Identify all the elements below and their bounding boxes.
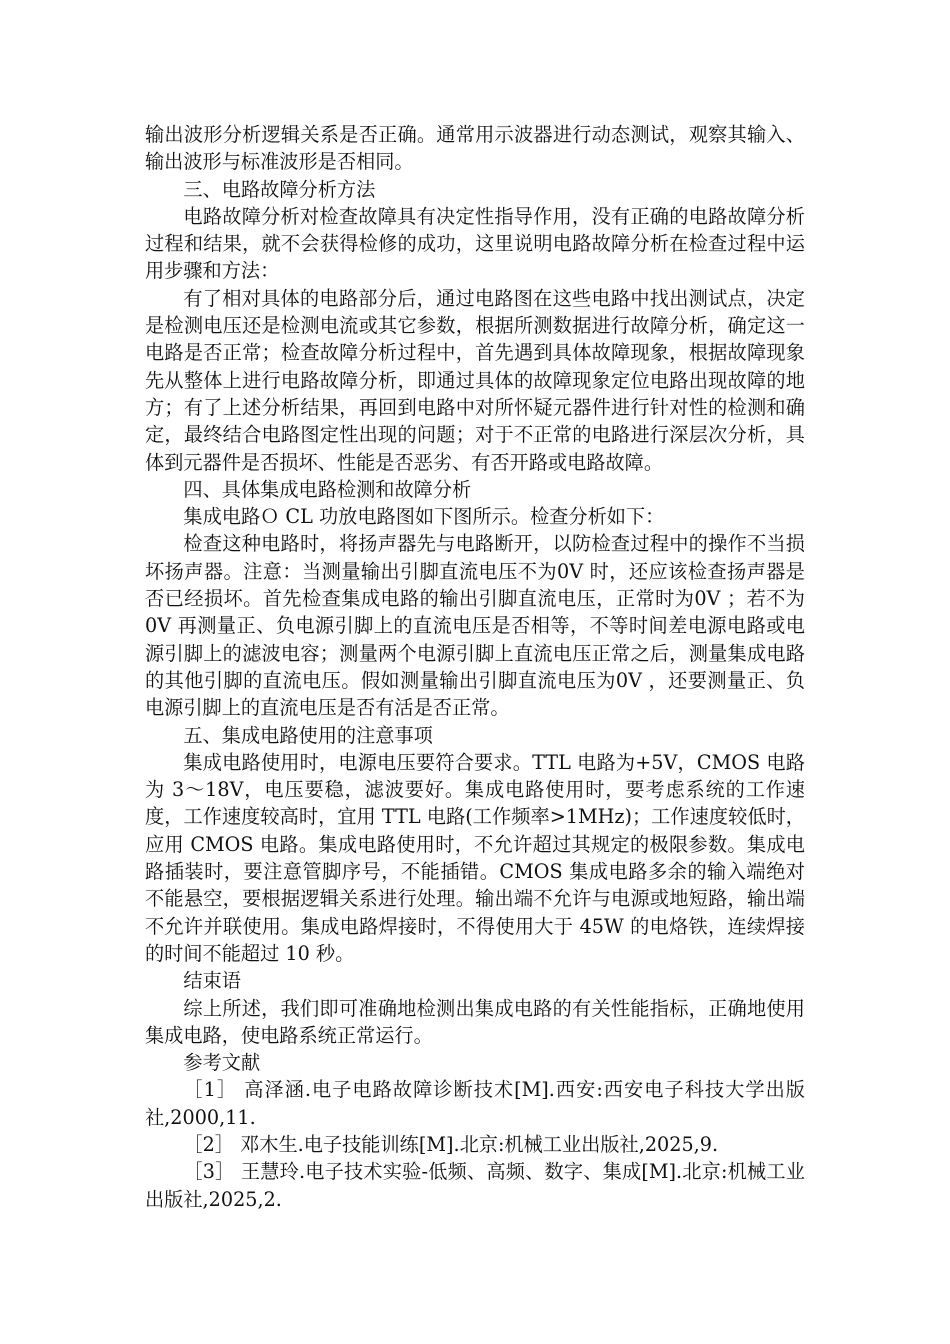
paragraph: 电路故障分析对检查故障具有决定性指导作用，没有正确的电路故障分析过程和结果，就不会获得检修的成功，这里说明电路故障分析在检查过程中运用步骤和方法： [145, 204, 805, 283]
section-heading-conclusion: 结束语 [183, 969, 241, 993]
paragraph-continued: 输出波形分析逻辑关系是否正确。通常用示波器进行动态测试，观察其输入、输出波形与标准波形是否相同。 [145, 123, 805, 174]
paragraph: 集成电路Ｏ CL 功放电路图如下图所示。检查分析如下： [183, 505, 665, 529]
reference-item: ［3］ 王慧玲.电子技术实验-低频、高频、数字、集成[M].北京:机械工业出版社,2025,2. [145, 1160, 805, 1211]
reference-item: ［2］ 邓木生.电子技能训练[M].北京:机械工业出版社,2025,9. [183, 1132, 719, 1156]
paragraph: 有了相对具体的电路部分后，通过电路图在这些电路中找出测试点，决定是检测电压还是检测电流或其它参数，根据所测数据进行故障分析，确定这一电路是否正常；检查故障分析过程中，首先遇到具体故障现象，根据故障现象先从整体上进行电路故障分析，即通过具体的故障现象定位电路出现故障的地方；有了上述分析结果，再回到电路中对所怀疑元器件进行针对性的检测和确定，最终结合电路图定性出现的问题；对于不正常的电路进行深层次分析，具体到元器件是否损坏、性能是否恶劣、有否开路或电路故障。 [145, 286, 805, 474]
section-heading-references: 参考文献 [183, 1051, 261, 1075]
section-heading-ic-detection: 四、具体集成电路检测和故障分析 [183, 477, 472, 501]
paragraph: 检查这种电路时，将扬声器先与电路断开，以防检查过程中的操作不当损坏扬声器。注意：当测量输出引脚直流电压不为0V 时，还应该检查扬声器是否已经损坏。首先检查集成电路的输出引脚直流电压，正常时为0V ；若不为0V 再测量正、负电源引脚上的直流电压是否相等，不等时间差电源电路或电源引脚上的滤波电容；测量两个电源引脚上直流电压正常之后，测量集成电路的其他引脚的直流电压。假如测量输出引脚直流电压为0V ，还要测量正、负电源引脚上的直流电压是否有活是否正常。 [145, 532, 805, 720]
section-heading-fault-analysis: 三、电路故障分析方法 [183, 177, 376, 201]
paragraph: 综上所述，我们即可准确地检测出集成电路的有关性能指标，正确地使用集成电路，使电路系统正常运行。 [145, 996, 805, 1047]
reference-item: ［1］ 高泽涵.电子电路故障诊断技术[M].西安:西安电子科技大学出版社,2000,11. [145, 1078, 805, 1129]
section-heading-usage-notes: 五、集成电路使用的注意事项 [183, 723, 433, 747]
paragraph: 集成电路使用时，电源电压要符合要求。TTL 电路为+5V，CMOS 电路为 3～18V，电压要稳，滤波要好。集成电路使用时，要考虑系统的工作速度，工作速度较高时，宜用 TTL 电路(工作频率>1MHz)；工作速度较低时，应用 CMOS 电路。集成电路使用时，不允许超过其规定的极限参数。集成电路插装时，要注意管脚序号，不能插错。CMOS 集成电路多余的输入端绝对不能悬空，要根据逻辑关系进行处理。输出端不允许与电源或地短路，输出端不允许并联使用。集成电路焊接时，不得使用大于 45W 的电烙铁，连续焊接的时间不能超过 10 秒。 [145, 750, 805, 965]
document-page [145, 121, 805, 1213]
